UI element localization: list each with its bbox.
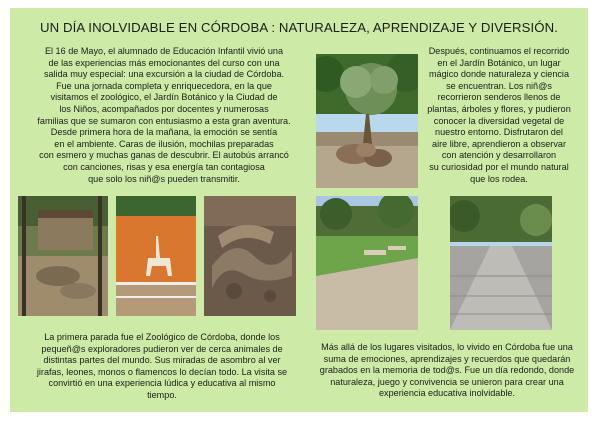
closing-line: experiencia educativa inolvidable. <box>379 388 515 399</box>
garden-line: aire libre, aprendieron a observar <box>432 138 566 149</box>
zoo-line: convirtió en una experiencia lúdica y educativa al mismo <box>48 378 276 389</box>
intro-line: Desde primera hora de la mañana, la emoción se sentía <box>50 127 278 138</box>
zoo-line: pequeñ@s exploradores pudieron ver de cerca animales de <box>41 343 283 354</box>
closing-line: grabados en la memoria de tod@s. Fue un día redondo, donde <box>319 365 575 376</box>
garden-line: recorrieron senderos llenos de <box>437 92 561 103</box>
intro-line: Fue una jornada completa y enriquecedora, en la que <box>56 80 272 91</box>
page-title: UN DÍA INOLVIDABLE EN CÓRDOBA : NATURALEZA, APRENDIZAJE Y DIVERSIÓN. <box>39 20 559 35</box>
zoo-line: jirafas, leones, monos o flamencos lo decían todo. La visita se <box>36 366 288 377</box>
garden-line: plantas, árboles y flores, y pudieron <box>427 103 571 114</box>
closing-paragraph <box>312 342 582 400</box>
intro-line: los Niños, acompañados por docentes y numerosas <box>59 103 269 114</box>
garden-paragraph <box>416 46 582 185</box>
zoo-enclosure-photo <box>18 196 108 316</box>
intro-line: de las experiencias más emocionantes del curso con una <box>48 57 280 68</box>
zoo-line: La primera parada fue el Zoológico de Córdoba, donde los <box>44 332 280 342</box>
closing-line: naturaleza, juego y convivencia se unieron para crear una <box>330 376 564 387</box>
garden-line: su curiosidad por el mundo natural <box>429 161 569 172</box>
bronze-sculpture-photo <box>204 196 296 316</box>
intro-line: visitamos el zoológico, el Jardín Botánico y la Ciudad de <box>50 92 278 103</box>
garden-line: Después, continuamos el recorrido <box>428 46 570 56</box>
intro-paragraph <box>22 46 306 185</box>
garden-line: se encuentran. Los niñ@s <box>446 80 552 91</box>
garden-line: conocer la diversidad vegetal de <box>433 115 565 126</box>
garden-line: mágico donde naturaleza y ciencia <box>428 69 570 80</box>
garden-path-photo <box>316 196 418 330</box>
giraffe-sign-photo <box>116 196 196 316</box>
intro-line: El 16 de Mayo, el alumnado de Educación Infantil vivió una <box>44 46 284 56</box>
intro-line: salida muy especial: una excursión a la ciudad de Córdoba. <box>43 69 285 80</box>
intro-line: en el ambiente. Caras de ilusión, mochilas preparadas <box>54 138 274 149</box>
intro-line: con canciones, risas y esa energía tan contagiosa <box>63 161 265 172</box>
zoo-line: distintas partes del mundo. Sus miradas de asombro al ver <box>43 355 281 366</box>
garden-line: en el Jardín Botánico, un lugar <box>437 57 561 68</box>
zoo-paragraph <box>20 332 304 402</box>
intro-line: que solo los niñ@s pueden transmitir. <box>88 173 240 184</box>
garden-line: que los rodea. <box>470 173 528 184</box>
olive-tree-photo <box>316 54 418 188</box>
garden-line: con atención y desarrollaron <box>441 150 557 161</box>
paved-walkway-photo <box>450 196 552 330</box>
intro-line: familias que se sumaron con entusiasmo a esta gran aventura. <box>37 115 291 126</box>
garden-line: nuestro entorno. Disfrutaron del <box>435 127 563 138</box>
zoo-line: tiempo. <box>147 389 177 400</box>
closing-line: suma de emociones, aprendizajes y recuerdos que quedarán <box>323 353 571 364</box>
closing-line: Más allá de los lugares visitados, lo vivido en Córdoba fue una <box>321 342 573 352</box>
intro-line: con esmero y muchas ganas de descubrir. El autobús arrancó <box>39 150 289 161</box>
